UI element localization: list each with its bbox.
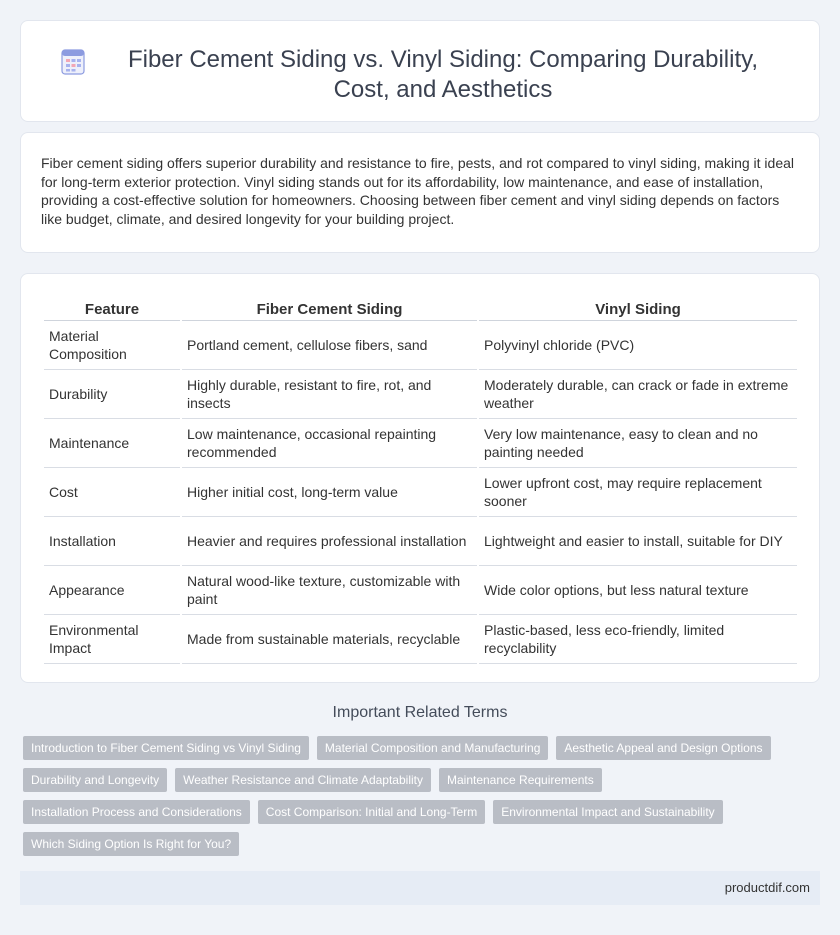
header-fiber-cement: Fiber Cement Siding — [182, 295, 477, 321]
related-tag[interactable]: Aesthetic Appeal and Design Options — [556, 736, 770, 760]
vinyl-cell: Very low maintenance, easy to clean and no painting needed — [479, 419, 797, 468]
related-tag[interactable]: Maintenance Requirements — [439, 768, 602, 792]
document-grid-icon — [61, 49, 85, 75]
feature-cell: Appearance — [44, 566, 180, 615]
related-tag[interactable]: Environmental Impact and Sustainability — [493, 800, 722, 824]
table-row — [44, 517, 797, 566]
table-row — [44, 615, 797, 664]
related-tag[interactable]: Which Siding Option Is Right for You? — [23, 832, 239, 856]
feature-cell: Durability — [44, 370, 180, 419]
fiber-cement-cell: Natural wood-like texture, customizable with paint — [182, 566, 477, 615]
fiber-cement-cell: Portland cement, cellulose fibers, sand — [182, 321, 477, 370]
vinyl-cell: Moderately durable, can crack or fade in extreme weather — [479, 370, 797, 419]
footer-site-link[interactable]: productdif.com — [724, 880, 810, 895]
vinyl-cell: Lightweight and easier to install, suitable for DIY — [479, 517, 797, 566]
table-row — [44, 419, 797, 468]
related-tag[interactable]: Weather Resistance and Climate Adaptability — [175, 768, 431, 792]
fiber-cement-cell: Heavier and requires professional installation — [182, 517, 477, 566]
table-row — [44, 321, 797, 370]
related-tag[interactable]: Installation Process and Considerations — [23, 800, 250, 824]
feature-cell: Material Composition — [44, 321, 180, 370]
fiber-cement-cell: Higher initial cost, long-term value — [182, 468, 477, 517]
header-card — [20, 20, 820, 122]
feature-cell: Installation — [44, 517, 180, 566]
vinyl-cell: Plastic-based, less eco-friendly, limited recyclability — [479, 615, 797, 664]
fiber-cement-cell: Highly durable, resistant to fire, rot, and insects — [182, 370, 477, 419]
page-title: Fiber Cement Siding vs. Vinyl Siding: Comparing Durability, Cost, and Aesthetics — [127, 46, 759, 103]
related-tag[interactable]: Introduction to Fiber Cement Siding vs Vinyl Siding — [23, 736, 309, 760]
vinyl-cell: Polyvinyl chloride (PVC) — [479, 321, 797, 370]
related-tag[interactable]: Cost Comparison: Initial and Long-Term — [258, 800, 485, 824]
table-row — [44, 370, 797, 419]
fiber-cement-cell: Low maintenance, occasional repainting recommended — [182, 419, 477, 468]
table-row — [44, 566, 797, 615]
header-feature: Feature — [44, 295, 180, 321]
table-row — [44, 468, 797, 517]
comparison-card — [20, 273, 820, 683]
intro-card — [20, 132, 820, 253]
table-header-row — [44, 295, 797, 321]
related-tag[interactable]: Durability and Longevity — [23, 768, 167, 792]
intro-paragraph: Fiber cement siding offers superior durability and resistance to fire, pests, and rot compared to vinyl siding, making it ideal for long-term exterior protection. Vinyl siding stands out for its affordability, low maintenance, and ease of installation, providing a cost-effective solution for homeowners. Choosing between fiber cement and vinyl siding depends on factors like budget, climate, and desired longevity for your building project. — [41, 155, 794, 227]
header-vinyl: Vinyl Siding — [479, 295, 797, 321]
footer — [20, 871, 820, 905]
vinyl-cell: Wide color options, but less natural texture — [479, 566, 797, 615]
feature-cell: Environmental Impact — [44, 615, 180, 664]
related-terms-title: Important Related Terms — [332, 704, 508, 721]
related-tag[interactable]: Material Composition and Manufacturing — [317, 736, 548, 760]
vinyl-cell: Lower upfront cost, may require replacement sooner — [479, 468, 797, 517]
related-terms-tags — [23, 736, 823, 864]
header — [21, 21, 819, 105]
fiber-cement-cell: Made from sustainable materials, recyclable — [182, 615, 477, 664]
comparison-table — [42, 295, 799, 664]
feature-cell: Maintenance — [44, 419, 180, 468]
feature-cell: Cost — [44, 468, 180, 517]
